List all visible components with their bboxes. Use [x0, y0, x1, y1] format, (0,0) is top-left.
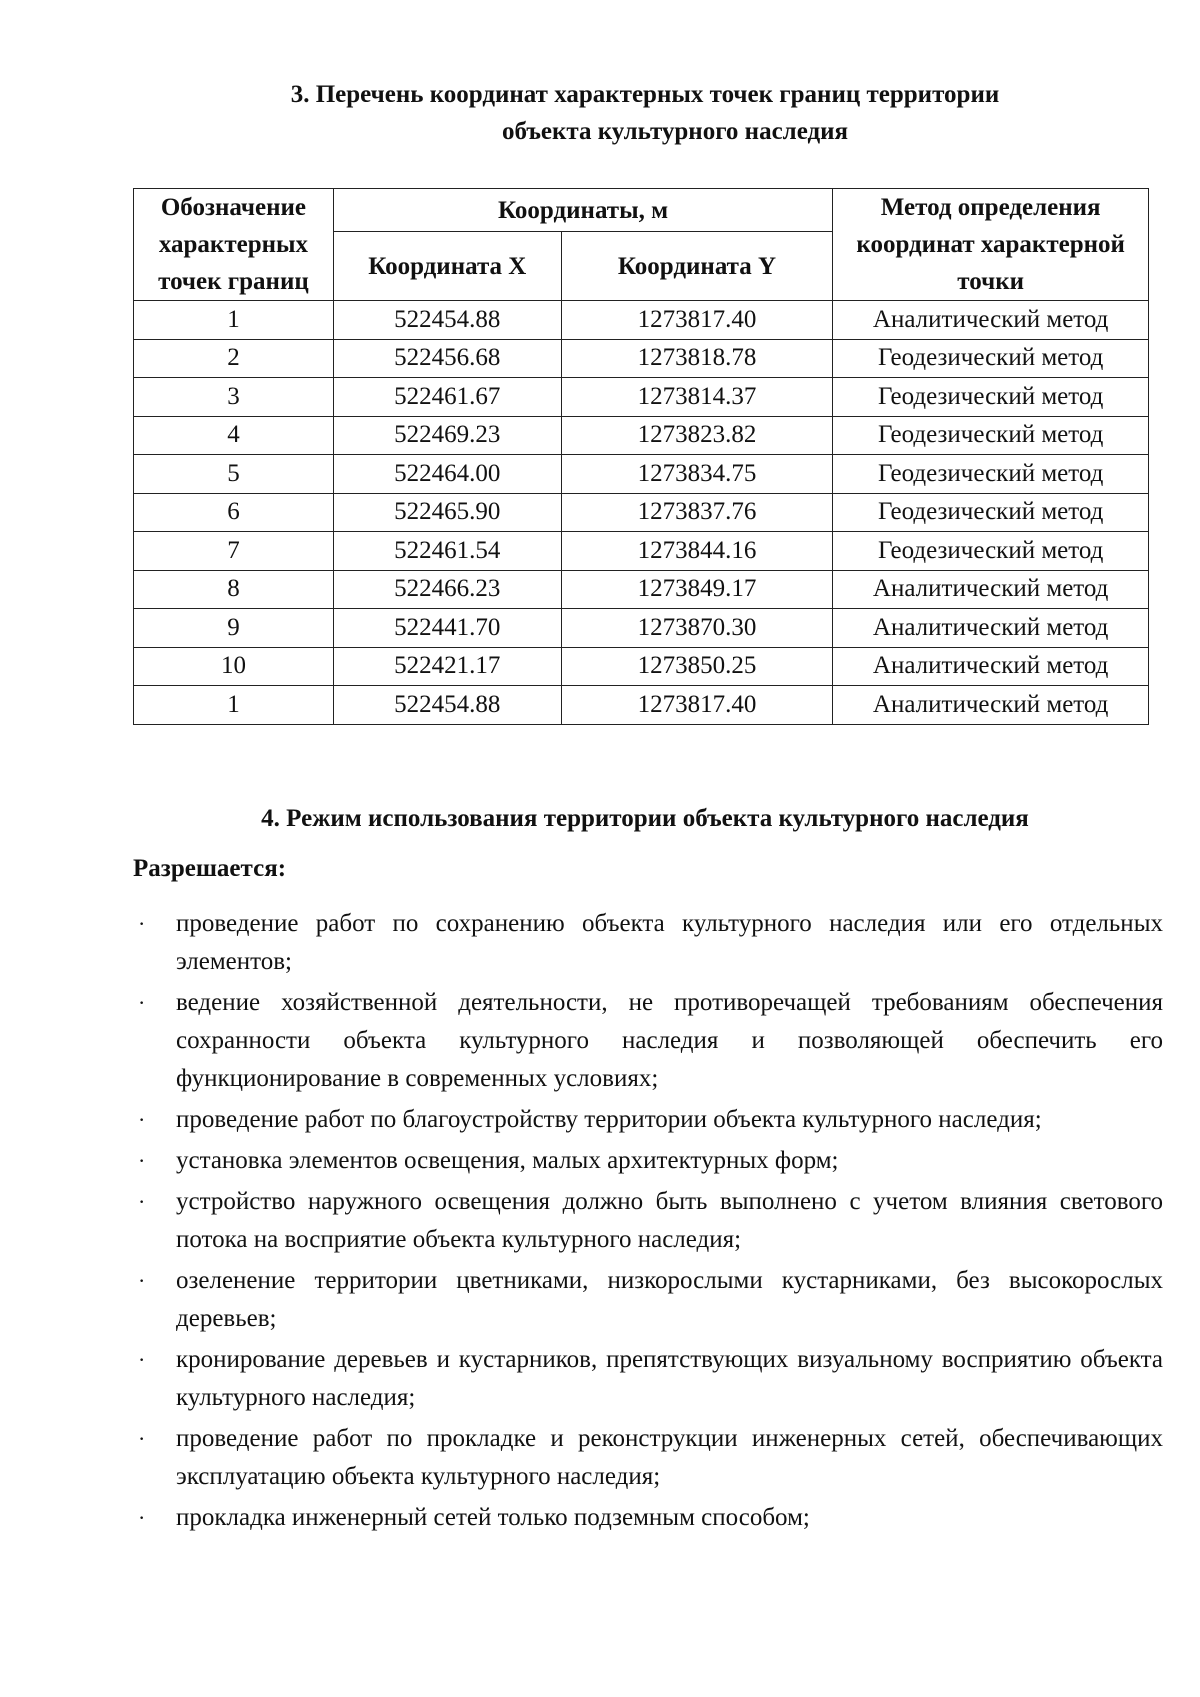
list-item-text: кронирование деревьев и кустарников, препятствующих визуальному восприятию объекта культурного наследия;: [176, 1346, 1163, 1411]
table-row: [134, 686, 1149, 725]
cell-point: 8: [134, 570, 334, 609]
section-3-title-line1: 3. Перечень координат характерных точек границ территории: [290, 81, 1000, 108]
cell-method: Аналитический метод: [833, 301, 1149, 340]
cell-method: Геодезический метод: [833, 416, 1149, 455]
coordinates-table: [133, 188, 1149, 725]
allowed-activities-list: [133, 905, 1163, 1540]
bullet-icon: ·: [138, 1347, 146, 1372]
cell-point: 4: [134, 416, 334, 455]
list-item: [133, 984, 1163, 1098]
cell-method: Аналитический метод: [833, 647, 1149, 686]
list-item-text: проведение работ по сохранению объекта культурного наследия или его отдельных элементов;: [176, 910, 1163, 975]
cell-point: 3: [134, 378, 334, 417]
bullet-icon: ·: [138, 1426, 146, 1451]
list-item: [133, 1262, 1163, 1338]
table-row: [134, 455, 1149, 494]
header-coordinates-group: Координаты, м: [333, 189, 832, 232]
bullet-icon: ·: [138, 1505, 146, 1530]
cell-method: Аналитический метод: [833, 686, 1149, 725]
header-coord-x: Координата X: [333, 232, 561, 301]
bullet-icon: ·: [138, 990, 146, 1015]
bullet-icon: ·: [138, 1107, 146, 1132]
cell-coord-y: 1273814.37: [561, 378, 833, 417]
cell-coord-y: 1273850.25: [561, 647, 833, 686]
cell-method: Геодезический метод: [833, 532, 1149, 571]
table-row: [134, 647, 1149, 686]
cell-coord-x: 522464.00: [333, 455, 561, 494]
bullet-icon: ·: [138, 1148, 146, 1173]
cell-coord-y: 1273823.82: [561, 416, 833, 455]
cell-method: Геодезический метод: [833, 339, 1149, 378]
cell-method: Геодезический метод: [833, 455, 1149, 494]
list-item: [133, 1183, 1163, 1259]
section-3-title-line2: объекта культурного наследия: [501, 118, 849, 145]
cell-coord-y: 1273817.40: [561, 686, 833, 725]
list-item-text: установка элементов освещения, малых архитектурных форм;: [176, 1147, 839, 1174]
cell-coord-x: 522465.90: [333, 493, 561, 532]
table-row: [134, 339, 1149, 378]
header-method: Метод определения координат характерной точки: [833, 189, 1149, 301]
cell-point: 7: [134, 532, 334, 571]
cell-coord-x: 522441.70: [333, 609, 561, 648]
cell-coord-y: 1273849.17: [561, 570, 833, 609]
cell-coord-y: 1273870.30: [561, 609, 833, 648]
list-item-text: проведение работ по благоустройству территории объекта культурного наследия;: [176, 1106, 1042, 1133]
table-row: [134, 378, 1149, 417]
coordinates-table-body: [134, 301, 1149, 725]
cell-method: Геодезический метод: [833, 378, 1149, 417]
list-item: [133, 1341, 1163, 1417]
cell-coord-y: 1273844.16: [561, 532, 833, 571]
section-3-title: [180, 76, 1080, 150]
cell-point: 6: [134, 493, 334, 532]
table-row: [134, 609, 1149, 648]
cell-method: Аналитический метод: [833, 609, 1149, 648]
table-header-row: [134, 189, 1149, 232]
cell-coord-x: 522421.17: [333, 647, 561, 686]
bullet-icon: ·: [138, 1268, 146, 1293]
cell-point: 10: [134, 647, 334, 686]
cell-point: 2: [134, 339, 334, 378]
list-item: [133, 1420, 1163, 1496]
header-coord-y: Координата Y: [561, 232, 833, 301]
list-item: [133, 905, 1163, 981]
list-item-text: устройство наружного освещения должно быть выполнено с учетом влияния светового потока на восприятие объекта культурного наследия;: [176, 1188, 1163, 1253]
section-4-title: [133, 800, 1149, 837]
table-row: [134, 416, 1149, 455]
header-point-designation: Обозначение характерных точек границ: [134, 189, 334, 301]
section-4-title-text: 4. Режим использования территории объекта культурного наследия: [261, 805, 1029, 832]
cell-coord-x: 522454.88: [333, 686, 561, 725]
table-row: [134, 532, 1149, 571]
allowed-label: Разрешается:: [133, 855, 287, 882]
cell-coord-x: 522466.23: [333, 570, 561, 609]
list-item-text: прокладка инженерный сетей только подземным способом;: [176, 1504, 810, 1531]
cell-coord-x: 522461.54: [333, 532, 561, 571]
table-row: [134, 570, 1149, 609]
list-item-text: озеленение территории цветниками, низкорослыми кустарниками, без высокорослых деревьев;: [176, 1267, 1163, 1332]
table-row: [134, 493, 1149, 532]
table-row: [134, 301, 1149, 340]
cell-method: Аналитический метод: [833, 570, 1149, 609]
list-item: [133, 1499, 1163, 1537]
cell-coord-x: 522454.88: [333, 301, 561, 340]
cell-point: 5: [134, 455, 334, 494]
cell-point: 1: [134, 686, 334, 725]
cell-point: 1: [134, 301, 334, 340]
cell-coord-x: 522456.68: [333, 339, 561, 378]
cell-coord-y: 1273834.75: [561, 455, 833, 494]
cell-coord-x: 522461.67: [333, 378, 561, 417]
cell-coord-y: 1273837.76: [561, 493, 833, 532]
bullet-icon: ·: [138, 1189, 146, 1214]
list-item-text: проведение работ по прокладке и реконструкции инженерных сетей, обеспечивающих эксплуатацию объекта культурного наследия;: [176, 1425, 1163, 1490]
cell-coord-y: 1273818.78: [561, 339, 833, 378]
list-item-text: ведение хозяйственной деятельности, не противоречащей требованиям обеспечения сохранности объекта культурного наследия и позволяющей обеспечить его функционирование в современных условиях;: [176, 989, 1163, 1092]
bullet-icon: ·: [138, 911, 146, 936]
cell-coord-y: 1273817.40: [561, 301, 833, 340]
cell-point: 9: [134, 609, 334, 648]
list-item: [133, 1142, 1163, 1180]
list-item: [133, 1101, 1163, 1139]
cell-coord-x: 522469.23: [333, 416, 561, 455]
cell-method: Геодезический метод: [833, 493, 1149, 532]
